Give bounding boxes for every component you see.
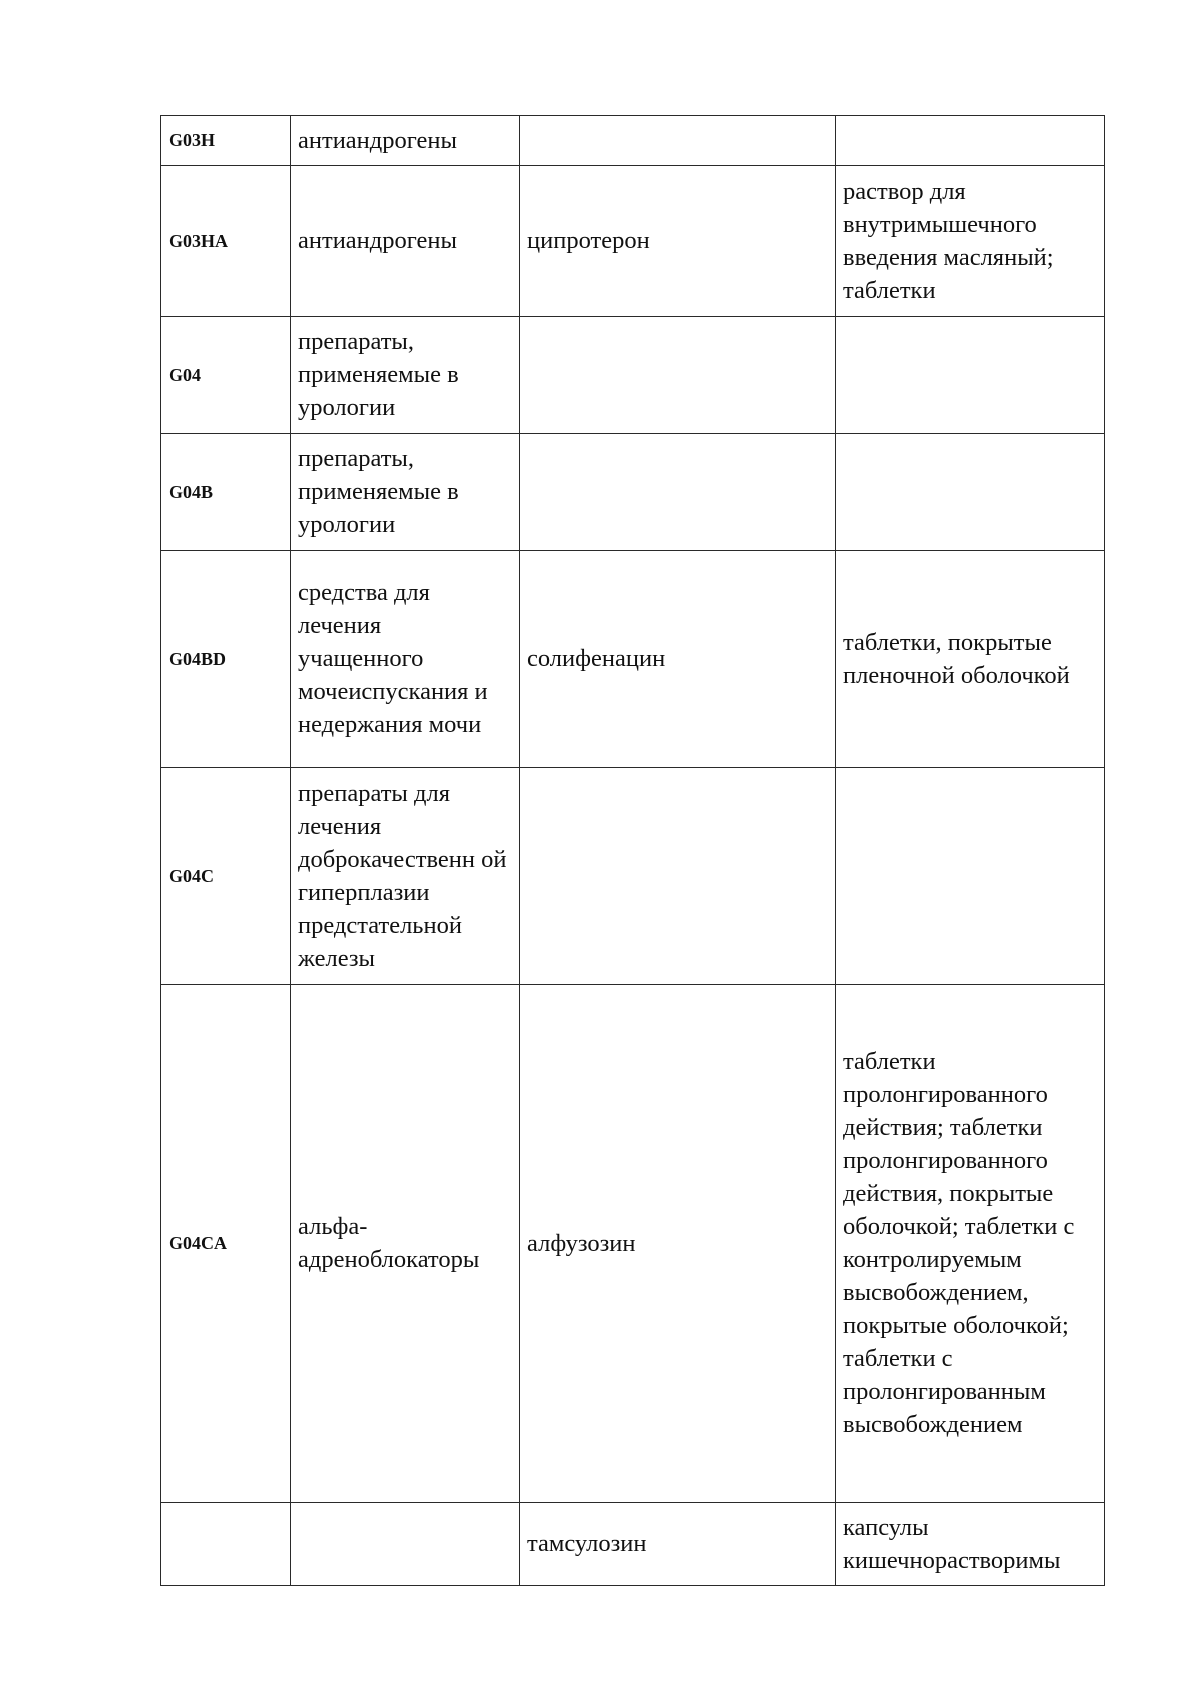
atc-code-cell: G04B [161,434,291,551]
substance-cell [520,116,836,166]
group-name-cell: альфа-адреноблокаторы [291,985,520,1503]
dosage-form-cell [836,116,1105,166]
atc-code-cell: G03HA [161,166,291,317]
table-row [161,166,1105,317]
drug-classification-table [160,115,1105,1586]
dosage-form-cell: капсулы кишечнорастворимы [836,1503,1105,1586]
substance-cell: алфузозин [520,985,836,1503]
table-row [161,116,1105,166]
atc-code-cell: G04C [161,768,291,985]
group-name-cell: препараты, применяемые в урологии [291,434,520,551]
dosage-form-cell [836,317,1105,434]
substance-cell: ципротерон [520,166,836,317]
dosage-form-cell: таблетки пролонгированного действия; таблетки пролонгированного действия, покрытые оболочкой; таблетки с контролируемым высвобождением, покрытые оболочкой; таблетки с пролонгированным высвобождением [836,985,1105,1503]
substance-cell [520,317,836,434]
atc-code-cell: G04 [161,317,291,434]
atc-code-cell [161,1503,291,1586]
table-row [161,985,1105,1503]
atc-code-cell: G04BD [161,551,291,768]
group-name-cell: антиандрогены [291,166,520,317]
substance-cell [520,768,836,985]
dosage-form-cell [836,434,1105,551]
group-name-cell: препараты для лечения доброкачественн ой гиперплазии предстательной железы [291,768,520,985]
table-row [161,434,1105,551]
substance-cell [520,434,836,551]
table-row [161,1503,1105,1586]
substance-cell: солифенацин [520,551,836,768]
dosage-form-cell: таблетки, покрытые пленочной оболочкой [836,551,1105,768]
atc-code-cell: G03H [161,116,291,166]
dosage-form-cell: раствор для внутримышечного введения масляный; таблетки [836,166,1105,317]
substance-cell: тамсулозин [520,1503,836,1586]
group-name-cell: препараты, применяемые в урологии [291,317,520,434]
table-row [161,551,1105,768]
group-name-cell: антиандрогены [291,116,520,166]
table-row [161,768,1105,985]
group-name-cell: средства для лечения учащенного мочеиспускания и недержания мочи [291,551,520,768]
dosage-form-cell [836,768,1105,985]
table-row [161,317,1105,434]
group-name-cell [291,1503,520,1586]
atc-code-cell: G04CA [161,985,291,1503]
